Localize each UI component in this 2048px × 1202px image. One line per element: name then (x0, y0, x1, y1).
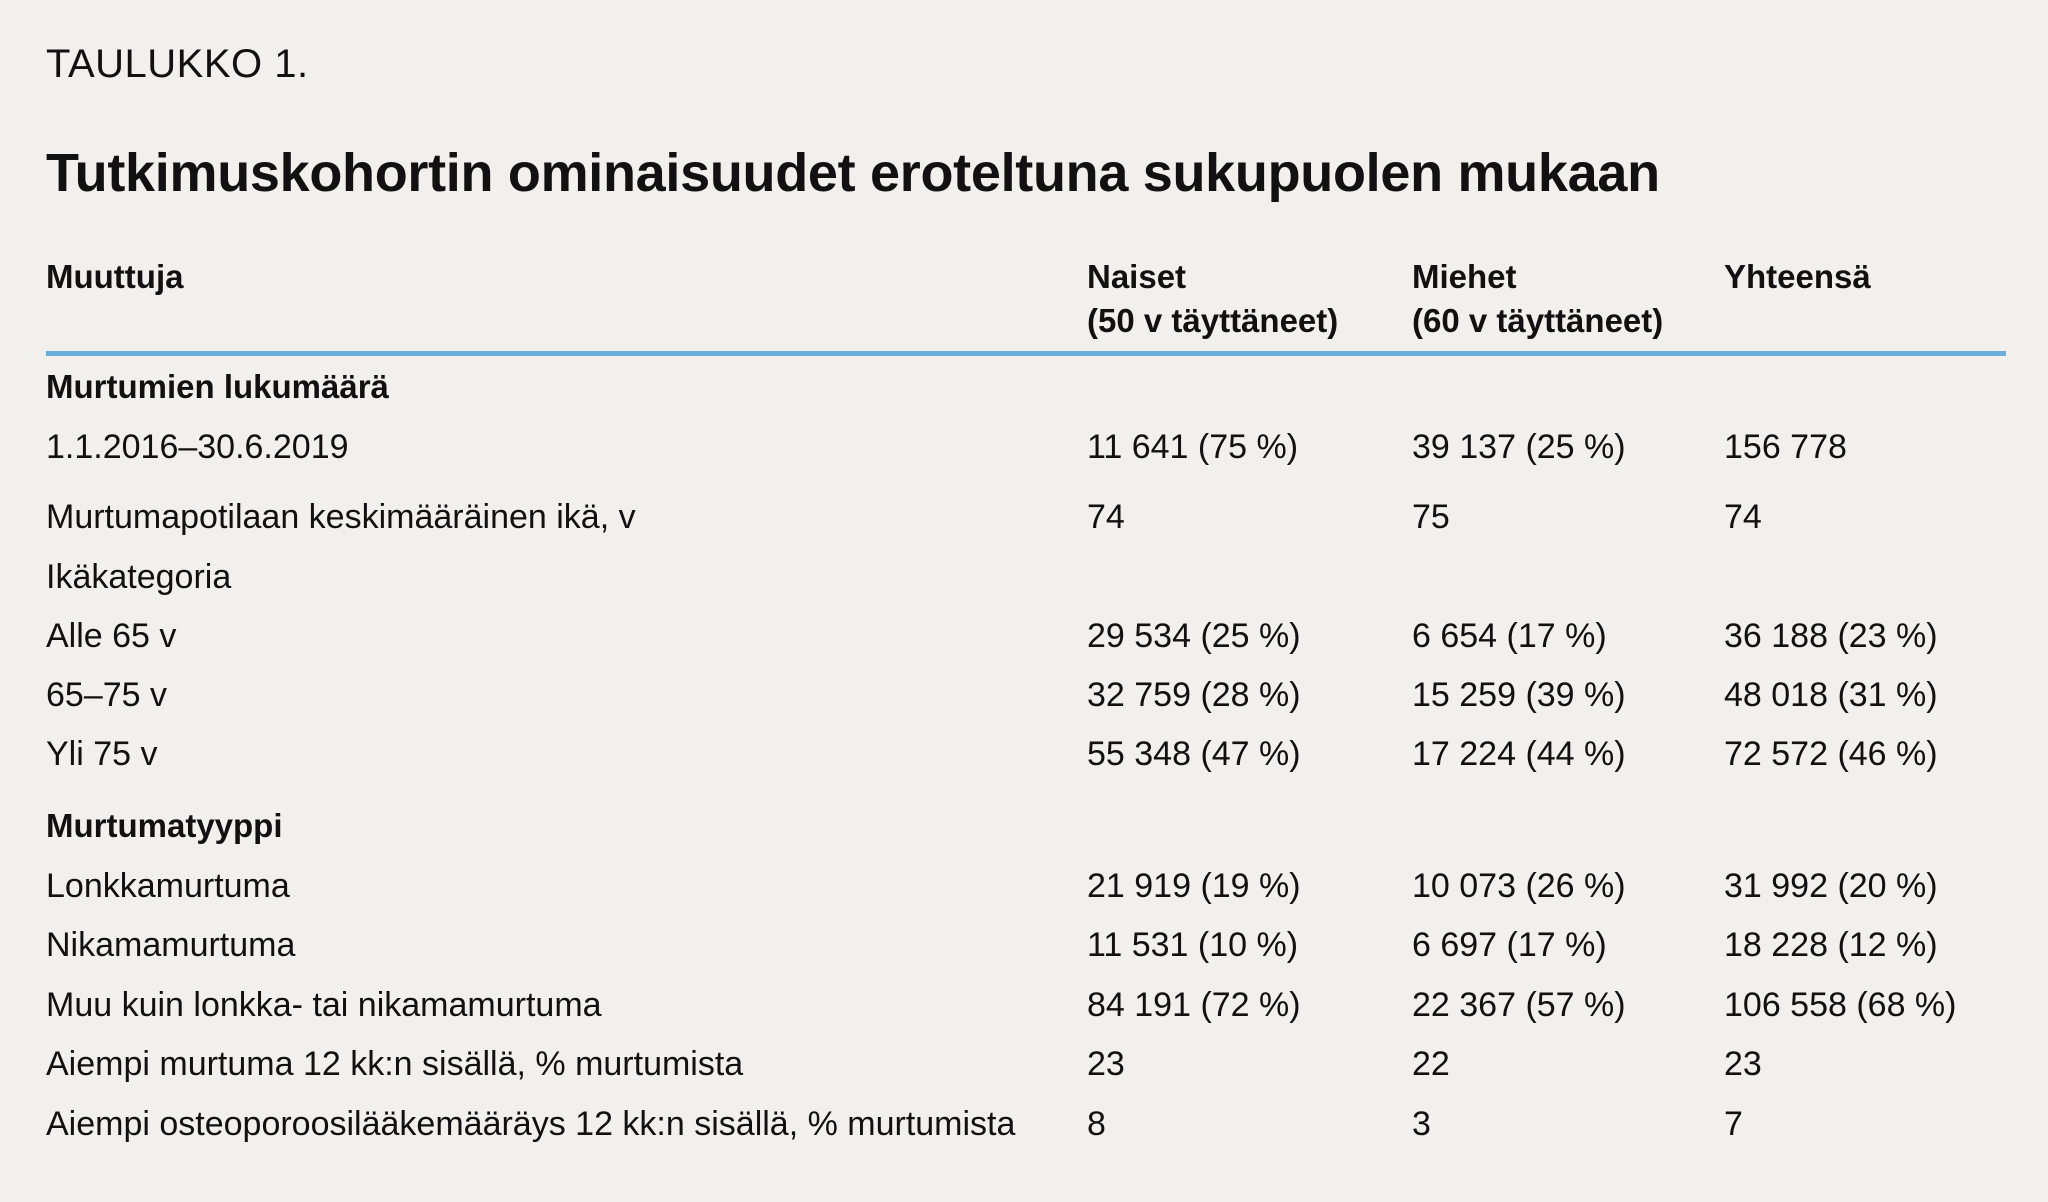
table-title: Tutkimuskohortin ominaisuudet eroteltuna sukupuolen mukaan (46, 143, 1660, 203)
row-label: Murtumien lukumäärä (46, 368, 389, 405)
table-row (46, 613, 2006, 659)
cell-naiset: 11 531 (10 %) (1087, 926, 1299, 964)
row-label: Lonkkamurtuma (46, 867, 290, 905)
row-label: 65–75 v (46, 676, 167, 714)
cell-naiset: 32 759 (28 %) (1087, 676, 1301, 714)
cell-yhteensa: 74 (1724, 498, 1762, 536)
table-row (46, 922, 2006, 968)
cell-miehet: 6 654 (17 %) (1412, 617, 1607, 655)
table-row (46, 1041, 2006, 1087)
row-label: 1.1.2016–30.6.2019 (46, 428, 349, 466)
section-row-murtumatyyppi (46, 803, 2006, 849)
table-label: TAULUKKO 1. (46, 42, 309, 86)
cell-naiset: 21 919 (19 %) (1087, 867, 1301, 905)
cell-naiset: 8 (1087, 1105, 1106, 1143)
cell-yhteensa: 106 558 (68 %) (1724, 986, 1957, 1024)
table-row (46, 1101, 2006, 1147)
cell-yhteensa: 156 778 (1724, 428, 1847, 466)
cell-naiset: 55 348 (47 %) (1087, 735, 1301, 773)
row-label: Yli 75 v (46, 735, 158, 773)
row-label: Aiempi osteoporoosilääkemääräys 12 kk:n sisällä, % murtumista (46, 1105, 1016, 1143)
row-label: Alle 65 v (46, 617, 177, 655)
cell-naiset: 23 (1087, 1045, 1125, 1083)
cell-naiset: 74 (1087, 498, 1125, 536)
cell-yhteensa: 31 992 (20 %) (1724, 867, 1938, 905)
cell-miehet: 3 (1412, 1105, 1431, 1143)
table-row (46, 731, 2006, 777)
cell-yhteensa: 23 (1724, 1045, 1762, 1083)
row-label: Nikamamurtuma (46, 926, 296, 964)
table-row (46, 424, 2006, 470)
header-yhteensa: Yhteensä (1724, 258, 1871, 295)
cell-naiset: 29 534 (25 %) (1087, 617, 1301, 655)
cell-miehet: 39 137 (25 %) (1412, 428, 1626, 466)
cell-miehet: 10 073 (26 %) (1412, 867, 1626, 905)
cell-miehet: 75 (1412, 498, 1450, 536)
table-row (46, 863, 2006, 909)
table-row (46, 554, 2006, 600)
cell-yhteensa: 72 572 (46 %) (1724, 735, 1938, 773)
row-label: Murtumatyyppi (46, 807, 283, 844)
table-row (46, 982, 2006, 1028)
row-label: Muu kuin lonkka- tai nikamamurtuma (46, 986, 602, 1024)
cell-yhteensa: 48 018 (31 %) (1724, 676, 1938, 714)
cell-miehet: 17 224 (44 %) (1412, 735, 1626, 773)
header-divider (46, 351, 2006, 356)
table-row (46, 672, 2006, 718)
row-label: Aiempi murtuma 12 kk:n sisällä, % murtumista (46, 1045, 744, 1083)
header-muuttuja: Muuttuja (46, 258, 184, 295)
cell-yhteensa: 36 188 (23 %) (1724, 617, 1938, 655)
section-row-murtumien-lukumaara (46, 364, 2006, 410)
cell-naiset: 11 641 (75 %) (1087, 428, 1299, 466)
table-header (46, 255, 2006, 350)
cell-naiset: 84 191 (72 %) (1087, 986, 1301, 1024)
header-miehet: Miehet (60 v täyttäneet) (1412, 258, 1664, 339)
row-label: Ikäkategoria (46, 558, 232, 596)
cell-miehet: 6 697 (17 %) (1412, 926, 1607, 964)
cell-miehet: 22 367 (57 %) (1412, 986, 1626, 1024)
cell-miehet: 15 259 (39 %) (1412, 676, 1626, 714)
header-naiset: Naiset (50 v täyttäneet) (1087, 258, 1339, 339)
cell-yhteensa: 7 (1724, 1105, 1743, 1143)
cell-yhteensa: 18 228 (12 %) (1724, 926, 1938, 964)
table-row (46, 494, 2006, 540)
cell-miehet: 22 (1412, 1045, 1450, 1083)
row-label: Murtumapotilaan keskimääräinen ikä, v (46, 498, 636, 536)
